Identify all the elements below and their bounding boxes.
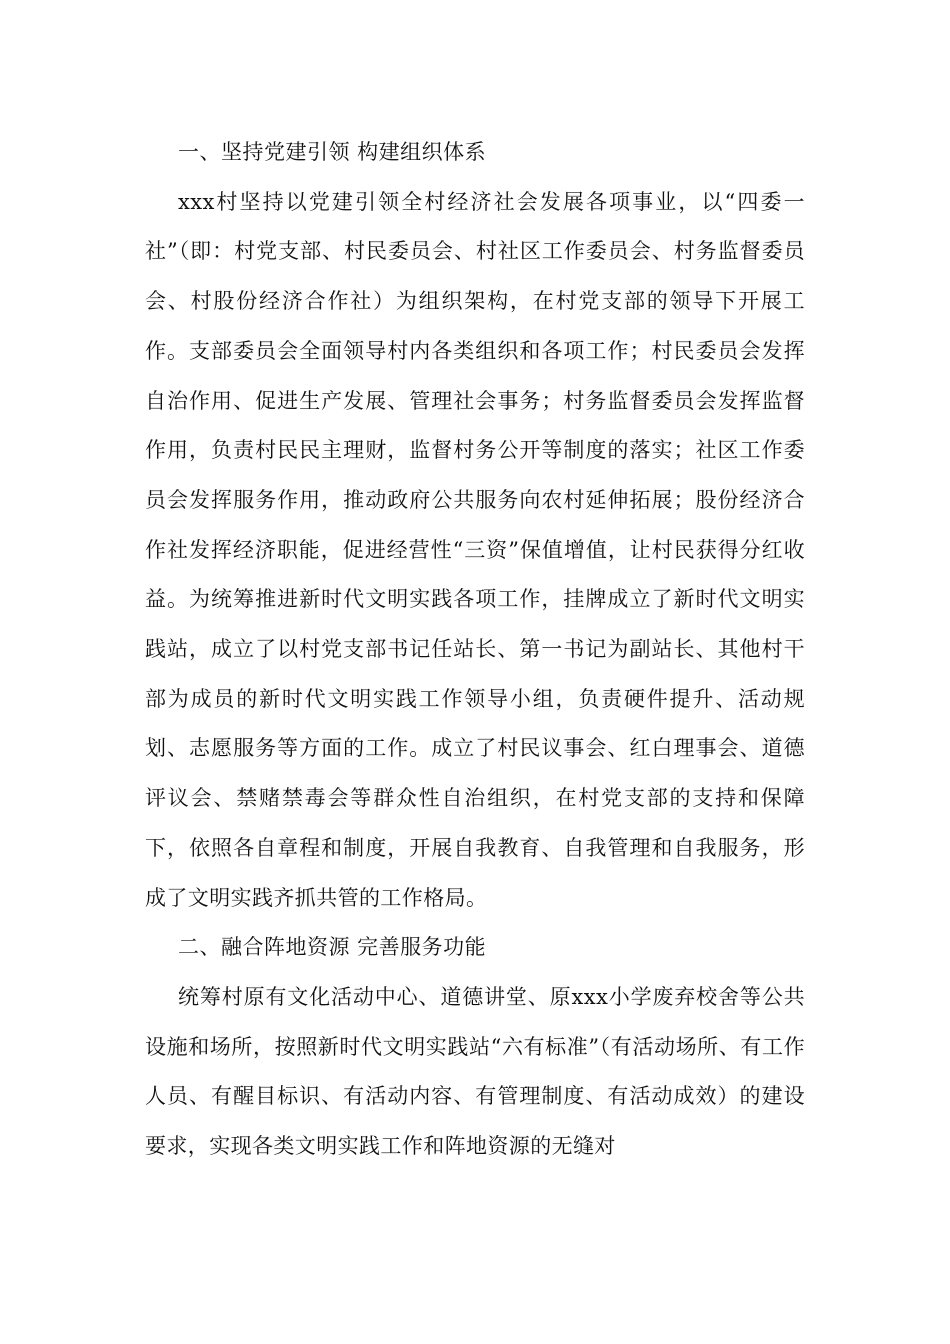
section-paragraph-2: 统筹村原有文化活动中心、道德讲堂、原xxx小学废弃校舍等公共设施和场所，按照新时代文明实践站“六有标准”（有活动场所、有工作人员、有醒目标识、有活动内容、有管理制度、有活动成效）的建设要求，实现各类文明实践工作和阵地资源的无缝对 — [145, 984, 805, 1159]
section-paragraph-1: xxx村坚持以党建引领全村经济社会发展各项事业，以“四委一社”（即：村党支部、村民委员会、村社区工作委员会、村务监督委员会、村股份经济合作社）为组织架构，在村党支部的领导下开展工作。支部委员会全面领导村内各类组织和各项工作；村民委员会发挥自治作用、促进生产发展、管理社会事务；村务监督委员会发挥监督作用，负责村民民主理财，监督村务公开等制度的落实；社区工作委员会发挥服务作用，推动政府公共服务向农村延伸拓展；股份经济合作社发挥经济职能，促进经营性“三资”保值增值，让村民获得分红收益。为统筹推进新时代文明实践各项工作，挂牌成立了新时代文明实践站，成立了以村党支部书记任站长、第一书记为副站长、其他村干部为成员的新时代文明实践工作领导小组，负责硬件提升、活动规划、志愿服务等方面的工作。成立了村民议事会、红白理事会、道德评议会、禁赌禁毒会等群众性自治组织，在村党支部的支持和保障下，依照各自章程和制度，开展自我教育、自我管理和自我服务，形成了文明实践齐抓共管的工作格局。 — [145, 189, 805, 910]
section-heading-2: 二、融合阵地资源 完善服务功能 — [178, 935, 487, 960]
document-body — [145, 128, 805, 1172]
section-heading-1: 一、坚持党建引领 构建组织体系 — [178, 140, 487, 164]
